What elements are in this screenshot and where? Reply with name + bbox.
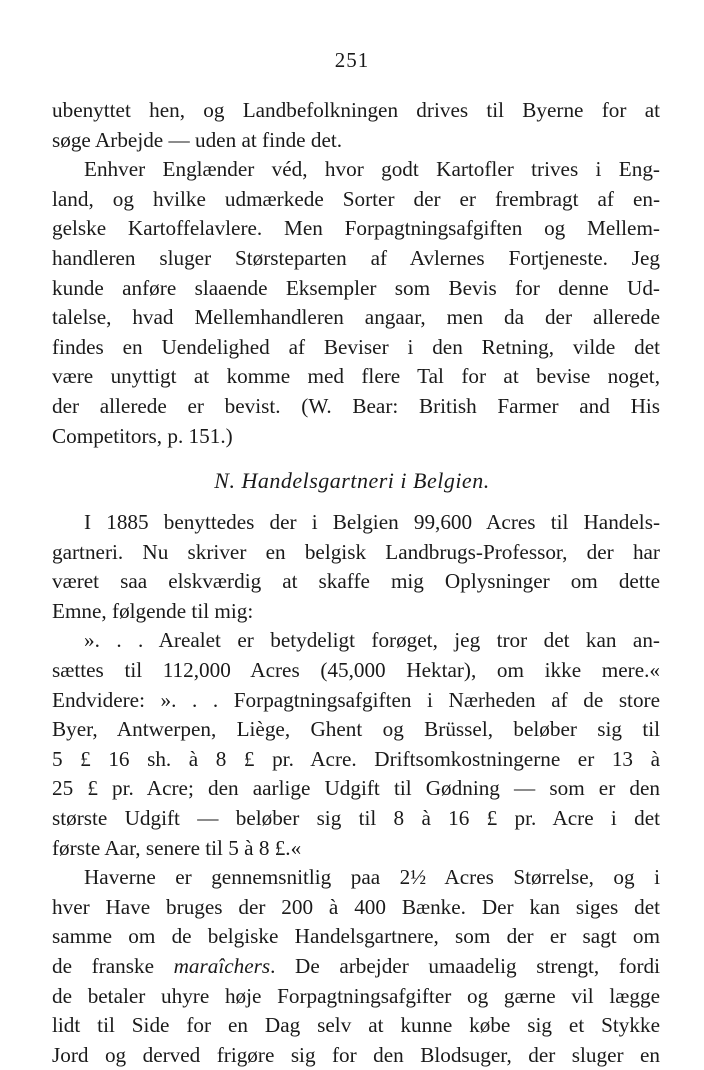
text-line: Enhver Englænder véd, hvor godt Kartofler trives i Eng- (84, 157, 660, 182)
text-line: gelske Kartoffelavlere. Men Forpagtningsafgiften og Mellem- (52, 216, 660, 241)
text-line: land, og hvilke udmærkede Sorter der er frembragt af en- (52, 186, 660, 211)
text-line: kunde anføre slaaende Eksempler som Bevis for denne Ud- (52, 275, 660, 300)
text-line: første Aar, senere til 5 à 8 £.« (52, 835, 302, 860)
text-line: findes en Uendelighed af Beviser i den Retning, vilde det (52, 334, 660, 359)
text-line: gartneri. Nu skriver en belgisk Landbrugs-Professor, der har (52, 539, 660, 564)
text-line: ubenyttet hen, og Landbefolkningen drives til Byerne for at (52, 98, 660, 122)
text-line: hver Have bruges der 200 à 400 Bænke. Der kan siges det (52, 894, 660, 919)
text-line: Jord og derved frigøre sig for den Blodsuger, der sluger en (52, 1042, 660, 1067)
text-line: I 1885 benyttedes der i Belgien 99,600 Acres til Handels- (84, 510, 660, 534)
text-line: handleren sluger Størsteparten af Avlernes Fortjeneste. Jeg (52, 245, 660, 270)
text-line: Endvidere: ». . . Forpagtningsafgiften i Nærheden af de store (52, 687, 660, 712)
text-segment: . De arbejder umaadelig strengt, fordi (270, 953, 660, 978)
page-number: 251 (334, 48, 370, 72)
text-line: Byer, Antwerpen, Liège, Ghent og Brüssel, beløber sig til (52, 717, 660, 742)
text-line-with-italic (52, 952, 660, 982)
text-line: søge Arbejde — uden at finde det. (52, 127, 343, 152)
italic-term: maraîchers (173, 953, 271, 978)
body-text-top (52, 96, 660, 451)
body-text-bottom (52, 508, 660, 1070)
text-line: 5 £ 16 sh. à 8 £ pr. Acre. Driftsomkostningerne er 13 à (52, 746, 660, 771)
text-line: der allerede er bevist. (W. Bear: British Farmer and His (52, 393, 660, 418)
text-line: Competitors, p. 151.) (52, 423, 233, 448)
section-heading: N. Handelsgartneri i Belgien. (214, 468, 490, 493)
text-line: været saa elskværdig at skaffe mig Oplysninger om dette (52, 569, 660, 594)
text-line: være unyttigt at komme med flere Tal for at bevise noget, (52, 364, 660, 389)
text-line: Haverne er gennemsnitlig paa 2½ Acres Størrelse, og i (84, 865, 660, 890)
text-line: største Udgift — beløber sig til 8 à 16 £ pr. Acre i det (52, 805, 660, 830)
text-line: sættes til 112,000 Acres (45,000 Hektar), om ikke mere.« (52, 657, 660, 682)
text-line: lidt til Side for en Dag selv at kunne købe sig et Stykke (52, 1013, 660, 1038)
text-line: talelse, hvad Mellemhandleren angaar, men da der allerede (52, 305, 660, 330)
text-line: samme om de belgiske Handelsgartnere, som der er sagt om (52, 924, 660, 949)
text-line: ». . . Arealet er betydeligt forøget, jeg tror det kan an- (84, 628, 660, 653)
text-line: 25 £ pr. Acre; den aarlige Udgift til Gødning — som er den (52, 776, 660, 801)
text-segment: de franske (52, 953, 174, 978)
text-line: Emne, følgende til mig: (52, 598, 254, 623)
text-line: de betaler uhyre høje Forpagtningsafgifter og gærne vil lægge (52, 983, 660, 1008)
